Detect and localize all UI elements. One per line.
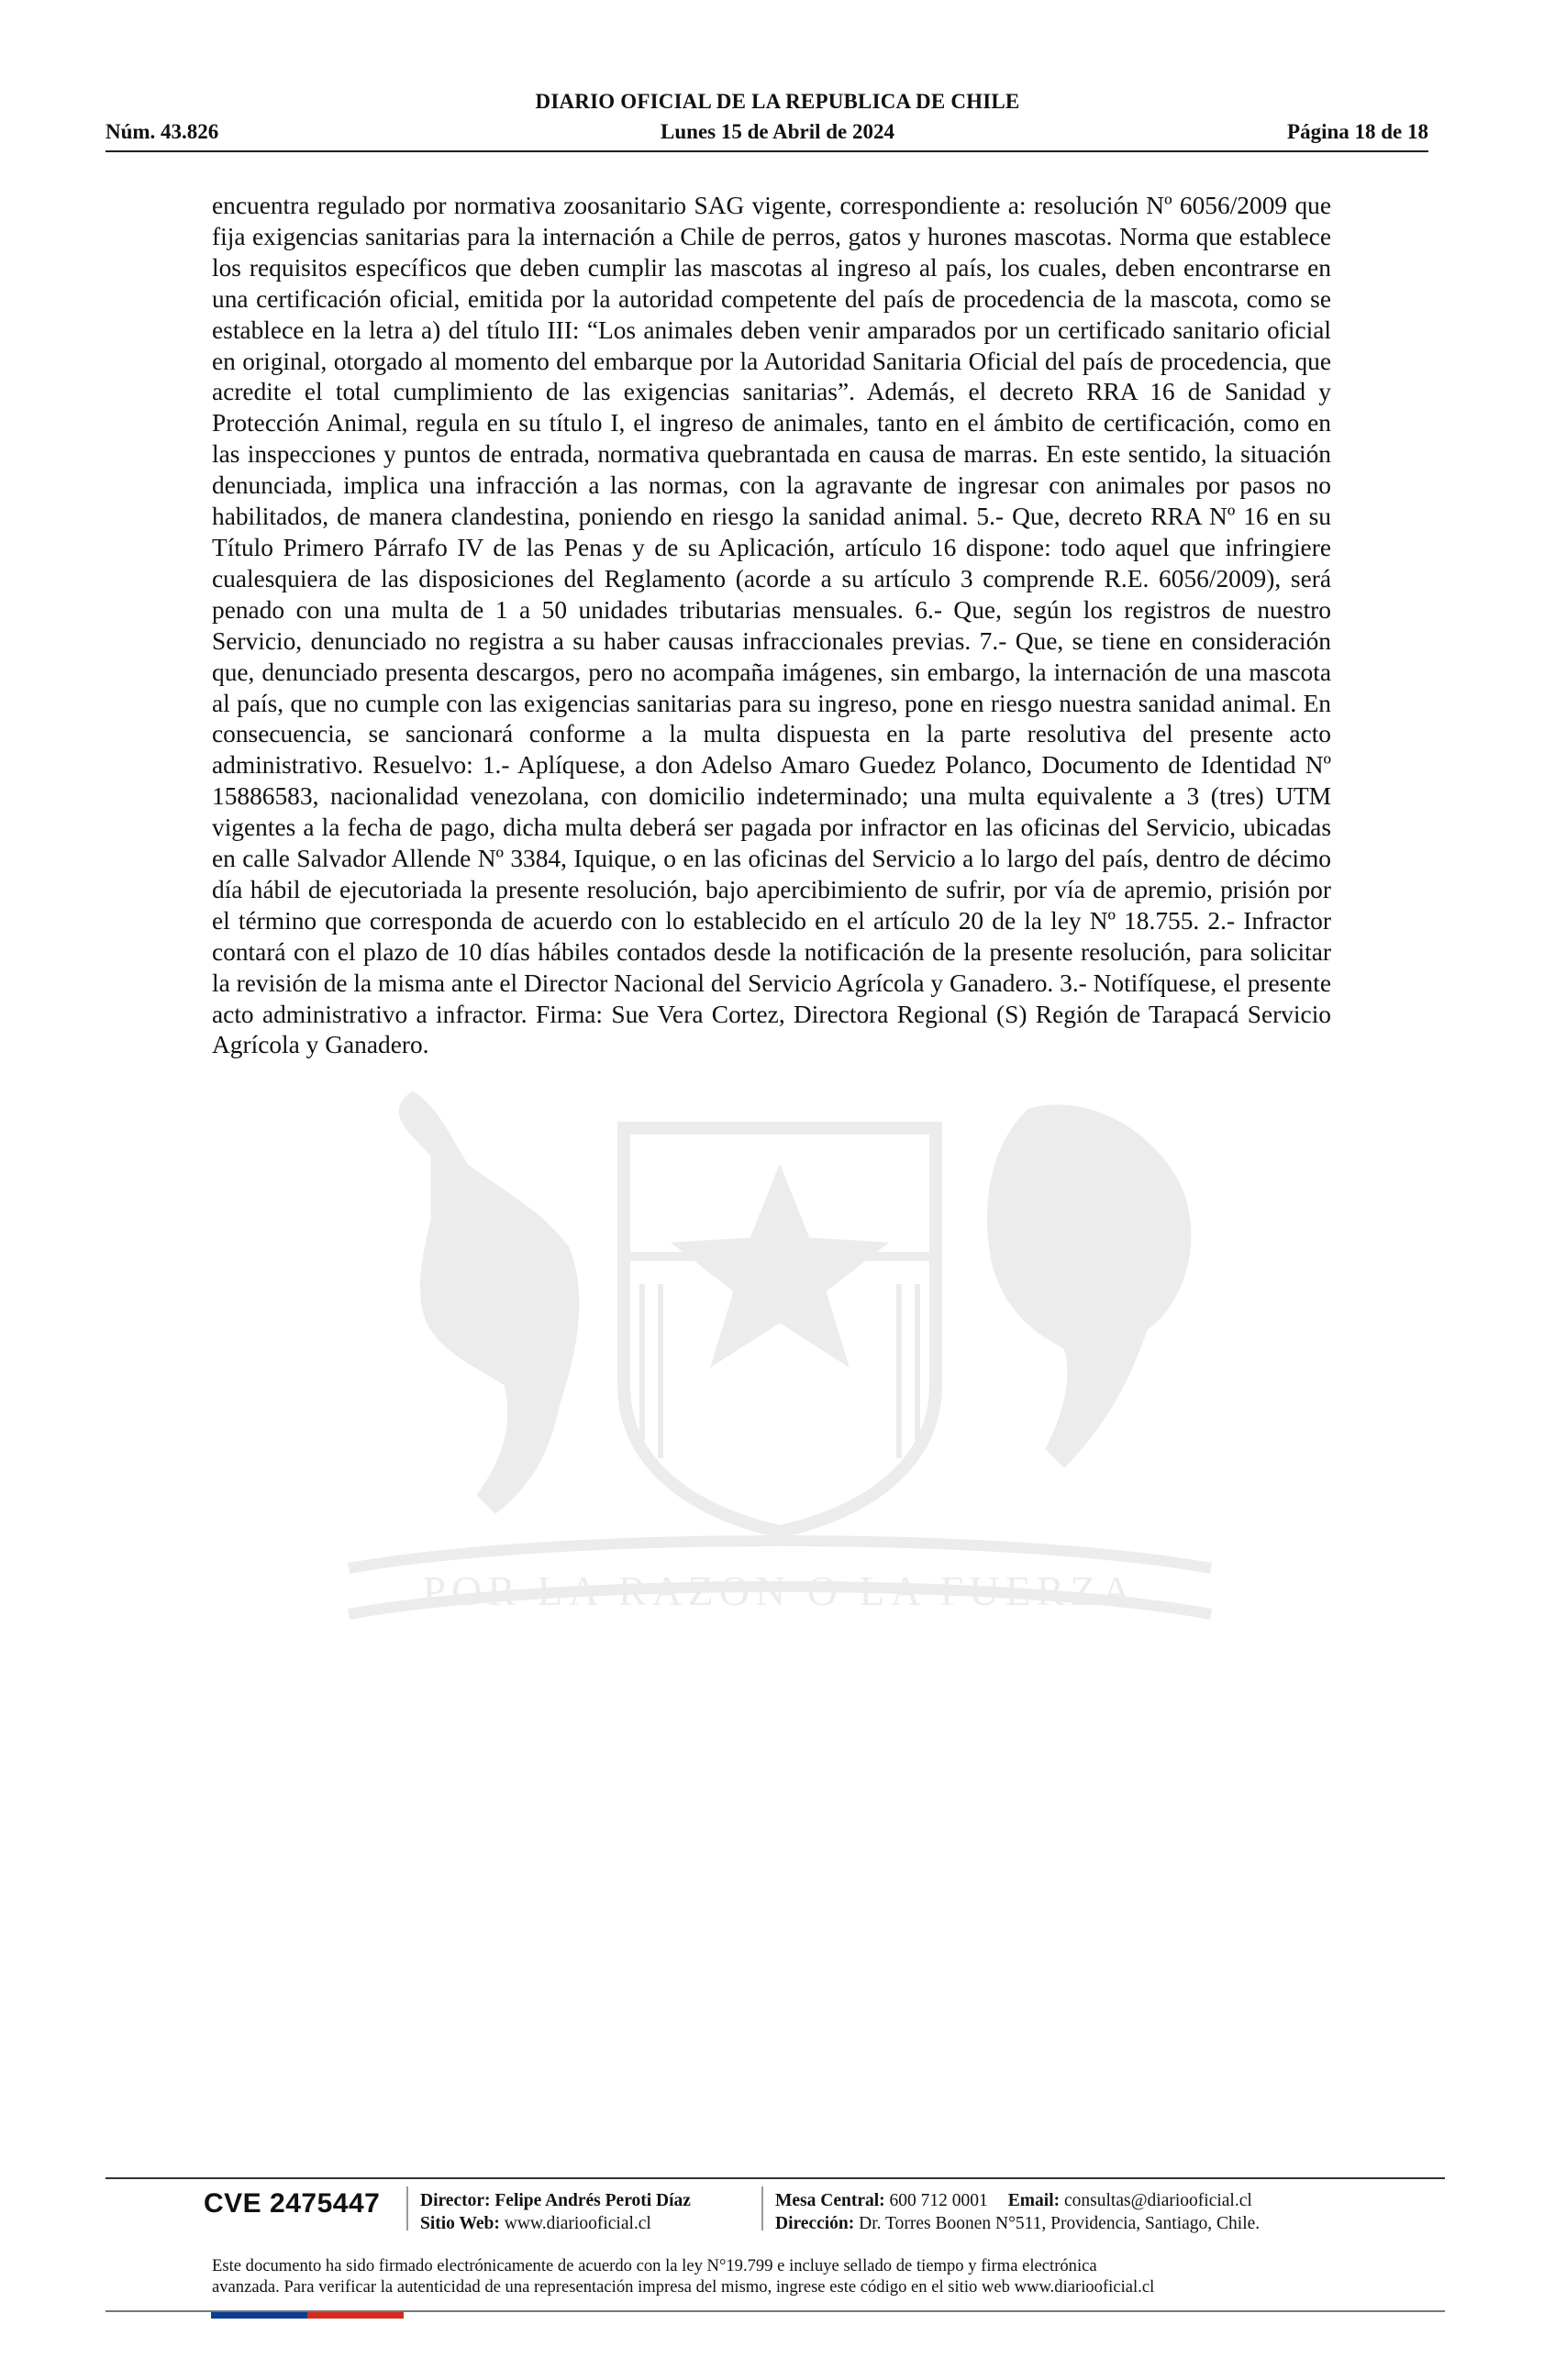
flag-color-bar [211, 2312, 404, 2319]
mesa-central-label: Mesa Central: [775, 2191, 885, 2210]
page-indicator: Página 18 de 18 [1287, 120, 1428, 143]
cve-code: CVE 2475447 [204, 2188, 381, 2219]
huemul-silhouette [399, 1091, 579, 1513]
publication-title: DIARIO OFICIAL DE LA REPUBLICA DE CHILE [535, 90, 1020, 113]
condor-silhouette [987, 1105, 1190, 1467]
footer-separator [406, 2186, 408, 2231]
address-value: Dr. Torres Boonen N°511, Providencia, Santiago, Chile. [859, 2214, 1261, 2233]
director-label: Director: [420, 2191, 491, 2210]
footer-divider-top [106, 2177, 1445, 2179]
website-label: Sitio Web: [420, 2214, 500, 2233]
flag-blue-segment [211, 2312, 307, 2319]
email-link[interactable]: consultas@diariooficial.cl [1064, 2191, 1252, 2210]
star-shape [672, 1165, 888, 1367]
flag-red-segment [307, 2312, 404, 2319]
issue-date: Lunes 15 de Abril de 2024 [661, 120, 894, 143]
footer-legal-notice [212, 2255, 1331, 2297]
footer-director-block [420, 2189, 691, 2235]
director-name: Felipe Andrés Peroti Díaz [494, 2191, 691, 2210]
legal-notice-line: avanzada. Para verificar la autenticidad de una representación impresa del mismo, ingrese este código en el sitio web www.diariooficial.cl [212, 2277, 1155, 2297]
footer-separator [761, 2186, 763, 2231]
motto-ribbon [349, 1541, 1211, 1568]
resolution-body-text: encuentra regulado por normativa zoosanitario SAG vigente, correspondiente a: resolución Nº 6056/2009 que fija exigencias sanitarias para la internación a Chile de perros, gatos y hurones mascotas. Norma que establece los requisitos específicos que deben cumplir las mascotas al ingreso al país, los cuales, deben encontrarse en una certificación oficial, emitida por la autoridad competente del país de procedencia de la mascota, como se establece en la letra a) del título III: “Los animales deben venir amparados por un certificado sanitario oficial en original, otorgado al momento del embarque por la Autoridad Sanitaria Oficial del país de procedencia, que acredite el total cumplimiento de las exigencias sanitarias”. Además, el decreto RRA 16 de Sanidad y Protección Animal, regula en su título I, el ingreso de animales, tanto en el ámbito de certificación, como en las inspecciones y puntos de entrada, normativa quebrantada en causa de marras. En este sentido, la situación denunciada, implica una infracción a las normas, con la agravante de ingresar con animales por pasos no habilitados, de manera clandestina, poniendo en riesgo la sanidad animal. 5.- Que, decreto RRA Nº 16 en su Título Primero Párrafo IV de las Penas y de su Aplicación, artículo 16 dispone: todo aquel que infringiere cualesquiera de las disposiciones del Reglamento (acorde a su artículo 3 comprende R.E. 6056/2009), será penado con una multa de 1 a 50 unidades tributarias mensuales. 6.- Que, según los registros de nuestro Servicio, denunciado no registra a su haber causas infraccionales previas. 7.- Que, se tiene en consideración que, denunciado presenta descargos, pero no acompaña imágenes, sin embargo, la internación de una mascota al país, que no cumple con las exigencias sanitarias para su ingreso, pone en riesgo nuestra sanidad animal. En consecuencia, se sancionará conforme a la multa dispuesta en la parte resolutiva del presente acto administrativo. Resuelvo: 1.- Aplíquese, a don Adelso Amaro Guedez Polanco, Documento de Identidad Nº 15886583, nacionalidad venezolana, con domicilio indeterminado; una multa equivalente a 3 (tres) UTM vigentes a la fecha de pago, dicha multa deberá ser pagada por infractor en las oficinas del Servicio, ubicadas en calle Salvador Allende Nº 3384, Iquique, o en las oficinas del Servicio a lo largo del país, dentro de décimo día hábil de ejecutoriada la presente resolución, bajo apercibimiento de sufrir, por vía de apremio, prisión por el término que corresponda de acuerdo con lo establecido en el artículo 20 de la ley Nº 18.755. 2.- Infractor contará con el plazo de 10 días hábiles contados desde la notificación de la presente resolución, para solicitar la revisión de la misma ante el Director Nacional del Servicio Agrícola y Ganadero. 3.- Notifíquese, el presente acto administrativo a infractor. Firma: Sue Vera Cortez, Directora Regional (S) Región de Tarapacá Servicio Agrícola y Ganadero. [212, 192, 1331, 1059]
legal-notice-line: Este documento ha sido firmado electrónicamente de acuerdo con la ley N°19.799 e incluye sellado de tiempo y firma electrónica [212, 2256, 1097, 2275]
address-label: Dirección: [775, 2214, 855, 2233]
footer-contact-block [775, 2189, 1260, 2235]
motto-text: POR LA RAZON O LA FUERZA [422, 1567, 1138, 1614]
website-link[interactable]: www.diariooficial.cl [504, 2214, 651, 2233]
issue-number: Núm. 43.826 [106, 120, 219, 143]
coat-of-arms-watermark [275, 1055, 1284, 1642]
header-divider [106, 150, 1428, 152]
email-label: Email: [1007, 2191, 1061, 2210]
mesa-central-phone: 600 712 0001 [889, 2191, 988, 2210]
